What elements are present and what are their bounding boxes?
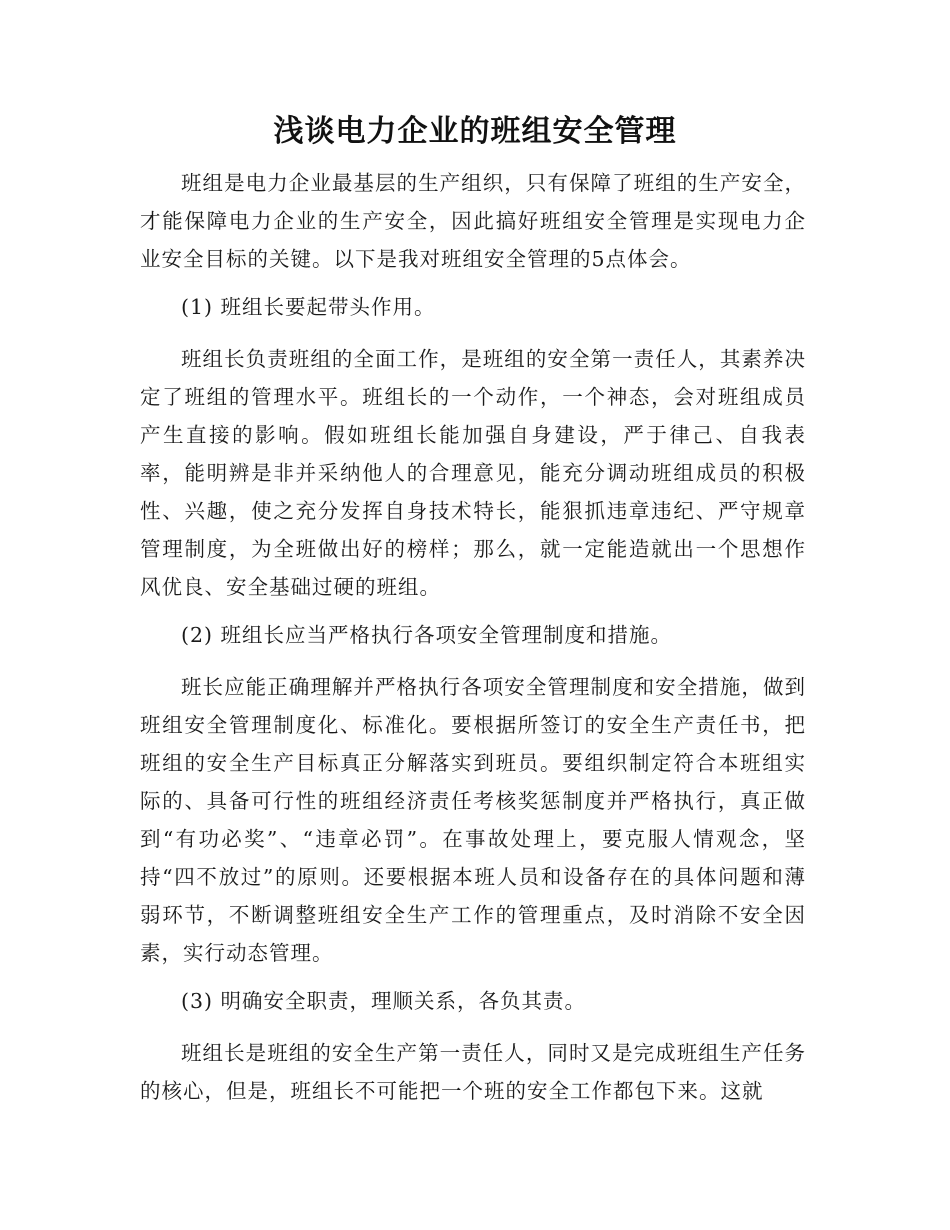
section-heading-1: (1) 班组长要起带头作用。 bbox=[181, 295, 436, 319]
paragraph-intro: 班组是电力企业最基层的生产组织，只有保障了班组的生产安全，才能保障电力企业的生产安全，因此搞好班组安全管理是实现电力企业安全目标的关键。以下是我对班组安全管理的5点体会。 bbox=[140, 171, 806, 271]
section-heading-2: (2) 班组长应当严格执行各项安全管理制度和措施。 bbox=[181, 623, 673, 647]
section-heading-3: (3) 明确安全职责，理顺关系，各负其责。 bbox=[181, 989, 587, 1013]
paragraph-section-2: 班长应能正确理解并严格执行各项安全管理制度和安全措施，做到班组安全管理制度化、标准化。要根据所签订的安全生产责任书，把班组的安全生产目标真正分解落实到班员。要组织制定符合本班组实际的、具备可行性的班组经济责任考核奖惩制度并严格执行，真正做到“有功必奖”、“违章必罚”。在事故处理上，要克服人情观念，坚持“四不放过”的原则。还要根据本班人员和设备存在的具体问题和薄弱环节，不断调整班组安全生产工作的管理重点，及时消除不安全因素，实行动态管理。 bbox=[140, 675, 806, 965]
document-title: 浅谈电力企业的班组安全管理 bbox=[273, 114, 677, 149]
paragraph-section-3: 班组长是班组的安全生产第一责任人，同时又是完成班组生产任务的核心，但是，班组长不可能把一个班的安全工作都包下来。这就 bbox=[140, 1041, 806, 1103]
document-body bbox=[140, 164, 806, 1110]
paragraph-section-1: 班组长负责班组的全面工作，是班组的安全第一责任人，其素养决定了班组的管理水平。班组长的一个动作，一个神态，会对班组成员产生直接的影响。假如班组长能加强自身建设，严于律己、自我表率，能明辨是非并采纳他人的合理意见，能充分调动班组成员的积极性、兴趣，使之充分发挥自身技术特长，能狠抓违章违纪、严守规章管理制度，为全班做出好的榜样；那么，就一定能造就出一个思想作风优良、安全基础过硬的班组。 bbox=[140, 347, 806, 599]
